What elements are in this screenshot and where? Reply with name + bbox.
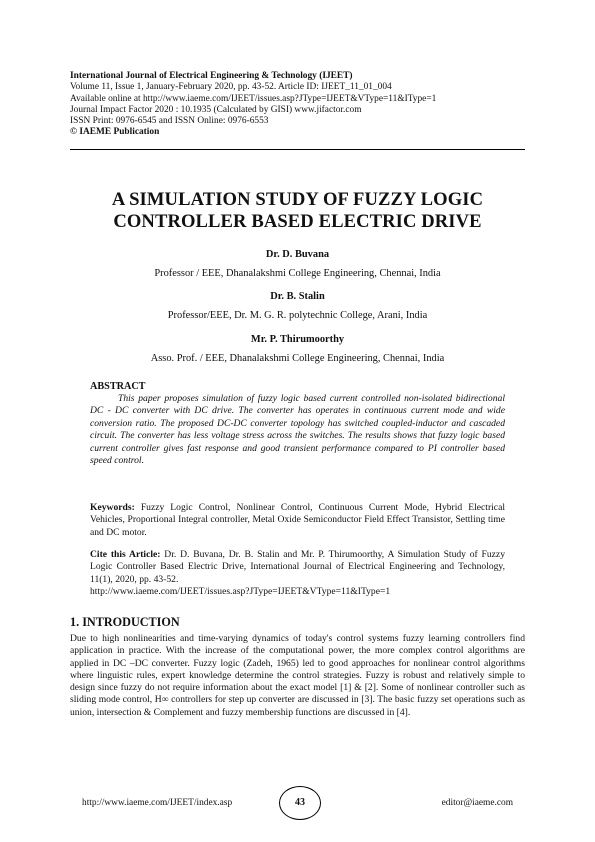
keywords-label: Keywords: <box>90 502 135 513</box>
publisher: © IAEME Publication <box>70 127 160 138</box>
journal-header <box>70 71 525 139</box>
author-affiliation: Professor/EEE, Dr. M. G. R. polytechnic College, Arani, India <box>167 310 428 321</box>
cite-section <box>90 549 505 599</box>
author-name: Mr. P. Thirumoorthy <box>250 334 345 345</box>
introduction-text: Due to high nonlinearities and time-varying dynamics of today's control systems fuzzy learning controllers find application in practice. With the increase of the computational power, the more complex control algorithms are applied in DC –DC converter. Fuzzy logic (Zadeh, 1965) led to good approaches for nonlinear control algorithms where linguistic rules, expert knowledge determine the control strategies. Fuzzy is robust and relatively simple to design since fuzzy do not require information about the exact model [1] & [2]. Some of nonlinear controller such as sliding mode control, H∞ controllers for step up converter are discussed in [3]. The basic fuzzy set operations such as union, intersection & Complement and fuzzy membership functions are discussed in [4]. <box>70 633 525 718</box>
keywords-text: Fuzzy Logic Control, Nonlinear Control, Continuous Current Mode, Hybrid Electrical Vehicles, Proportional Integral controller, Metal Oxide Semiconductor Field Effect Transistor, Settling time and DC motor. <box>90 502 505 538</box>
author-block-1 <box>70 248 525 280</box>
author-name: Dr. D. Buvana <box>265 249 330 260</box>
cite-label: Cite this Article: <box>90 549 161 560</box>
author-name: Dr. B. Stalin <box>270 291 325 302</box>
section-heading-introduction: 1. INTRODUCTION <box>70 615 180 629</box>
impact-factor: Journal Impact Factor 2020 : 10.1935 (Calculated by GISI) www.jifactor.com <box>70 104 362 115</box>
title-line-1: A SIMULATION STUDY OF FUZZY LOGIC <box>111 189 484 210</box>
footer-website-link[interactable]: http://www.iaeme.com/IJEET/index.asp <box>82 798 233 808</box>
title-line-2: CONTROLLER BASED ELECTRIC DRIVE <box>113 211 482 232</box>
cite-text: Dr. D. Buvana, Dr. B. Stalin and Mr. P. Thirumoorthy, A Simulation Study of Fuzzy Logic Controller Based Electric Drive, International Journal of Electrical Engineering and Technology, 11(1), 2020, pp. 43-52. <box>90 549 505 585</box>
cite-url-link[interactable]: http://www.iaeme.com/IJEET/issues.asp?JType=IJEET&VType=11&IType=1 <box>90 586 391 598</box>
issn-info: ISSN Print: 0976-6545 and ISSN Online: 0976-6553 <box>70 116 269 127</box>
author-block-3 <box>70 333 525 365</box>
page-number: 43 <box>279 786 321 820</box>
abstract-text: This paper proposes simulation of fuzzy logic based current controlled non-isolated bidirectional DC - DC converter with DC drive. The converter has operates in continuous current mode and wide conversion ratio. The proposed DC-DC converter topology has switched coupled-inductor and cascaded circuit. The converter has less voltage stress across the switches. The results shows that fuzzy logic based current controller gives fast response and good transient performance compared to PI controller based speed control. <box>90 393 505 467</box>
header-divider <box>70 149 525 150</box>
page-footer <box>70 786 525 820</box>
author-affiliation: Professor / EEE, Dhanalakshmi College Engineering, Chennai, India <box>154 268 441 279</box>
keywords-section <box>90 502 505 539</box>
author-block-2 <box>70 290 525 322</box>
abstract-section <box>90 380 505 467</box>
paper-title <box>70 189 525 233</box>
author-affiliation: Asso. Prof. / EEE, Dhanalakshmi College Engineering, Chennai, India <box>150 353 445 364</box>
footer-email-link[interactable]: editor@iaeme.com <box>441 798 513 808</box>
journal-name: International Journal of Electrical Engineering & Technology (IJEET) <box>70 71 353 81</box>
abstract-heading: ABSTRACT <box>90 381 146 392</box>
volume-info: Volume 11, Issue 1, January-February 2020, pp. 43-52. Article ID: IJEET_11_01_004 <box>70 82 392 93</box>
available-online-link[interactable]: Available online at http://www.iaeme.com/IJEET/issues.asp?JType=IJEET&VType=11&IType=1 <box>70 93 437 104</box>
